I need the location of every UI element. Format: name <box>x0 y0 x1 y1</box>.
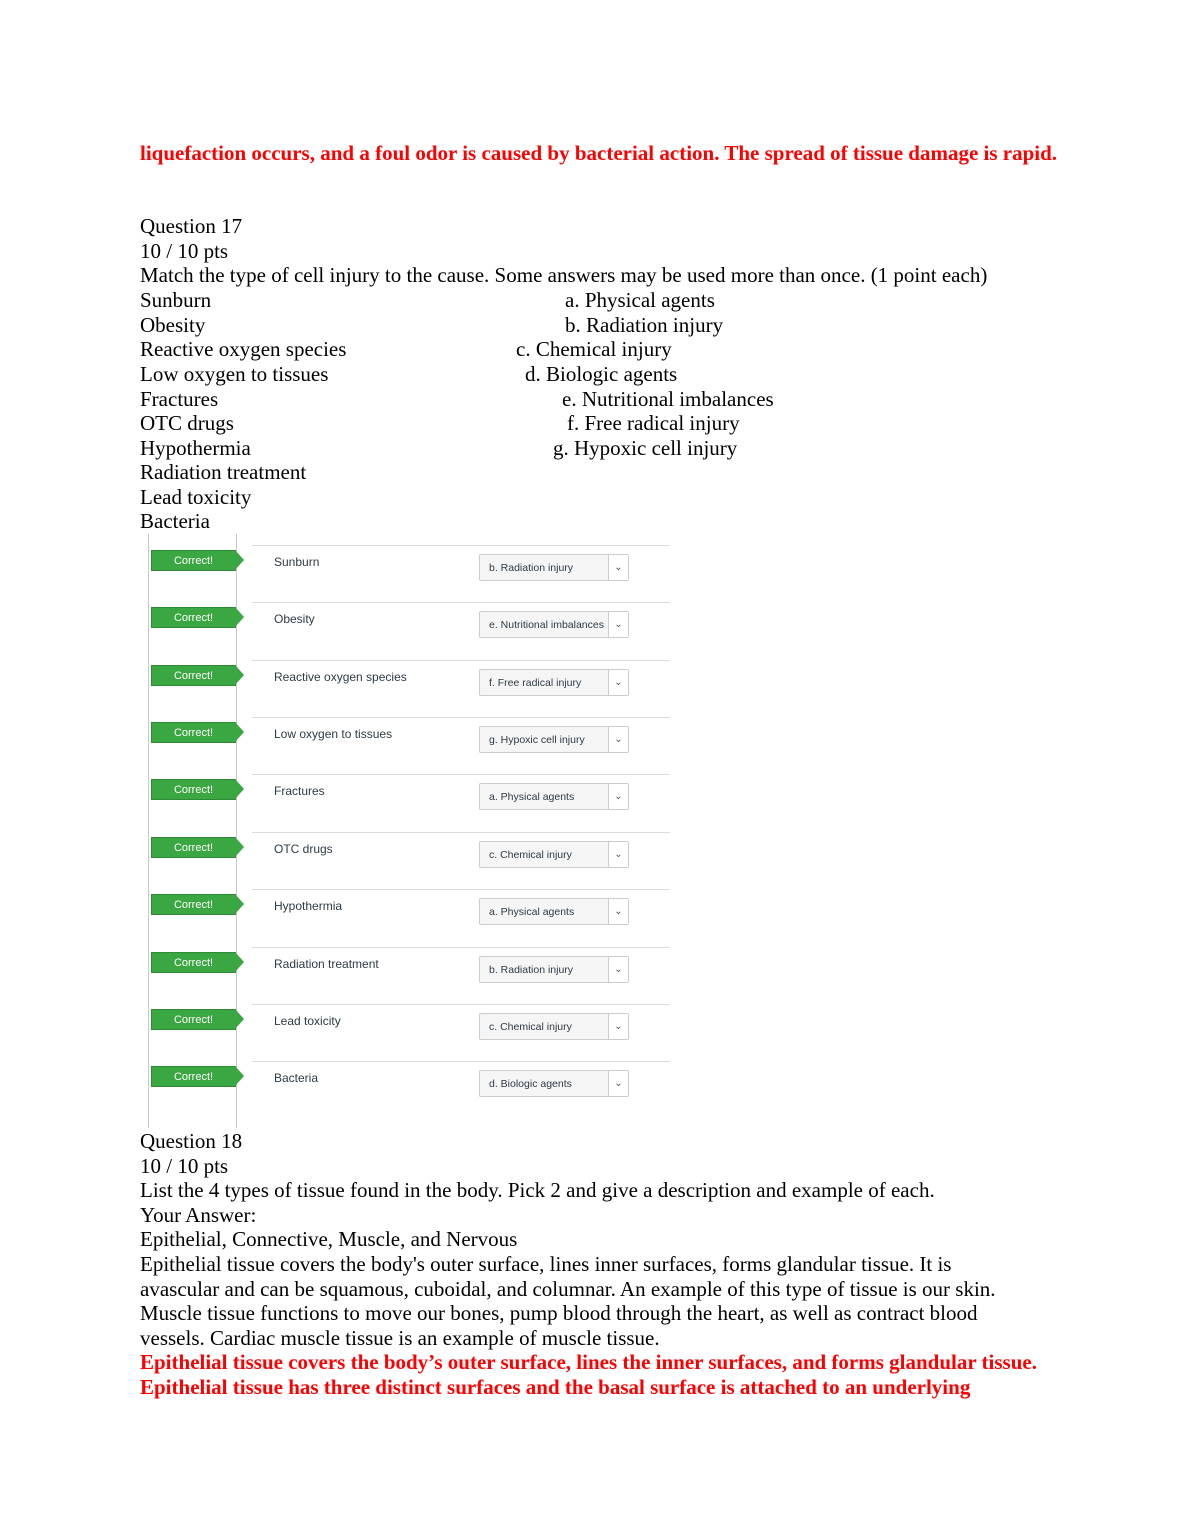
chevron-down-icon: ⌄ <box>608 1014 628 1039</box>
chevron-down-icon: ⌄ <box>608 555 628 580</box>
correct-badge: Correct! <box>151 665 236 686</box>
quiz-results-panel <box>148 534 673 1128</box>
answer-select[interactable] <box>479 1070 629 1097</box>
answer-label: Reactive oxygen species <box>274 670 407 684</box>
answer-select[interactable] <box>479 1013 629 1040</box>
answer-label: Lead toxicity <box>274 1014 341 1028</box>
answer-row <box>148 821 673 878</box>
correct-badge: Correct! <box>151 550 236 571</box>
answer-select-value: b. Radiation injury <box>489 964 574 976</box>
answer-row <box>148 534 673 591</box>
answer-select-value: e. Nutritional imbalances <box>489 619 604 631</box>
q17-item: Sunburn <box>140 288 212 312</box>
q17-item: Radiation treatment <box>140 460 307 484</box>
q18-red-text: Epithelial tissue covers the body’s outer surface, lines the inner surfaces, and forms glandular tissue. Epithelial tissue has three distinct surfaces and the basal surface is attached to an underlying <box>140 1350 1037 1399</box>
answer-label: Sunburn <box>274 555 320 569</box>
q17-item: Lead toxicity <box>140 485 252 509</box>
answer-select[interactable] <box>479 611 629 638</box>
answer-row <box>148 706 673 763</box>
chevron-down-icon: ⌄ <box>608 899 628 924</box>
answer-select[interactable] <box>479 783 629 810</box>
answer-row <box>148 993 673 1050</box>
q17-item: Hypothermia <box>140 436 251 460</box>
answer-select-value: g. Hypoxic cell injury <box>489 734 585 746</box>
answer-label: Low oxygen to tissues <box>274 727 393 741</box>
answer-select[interactable] <box>479 554 629 581</box>
q17-option: f. Free radical injury <box>567 411 740 435</box>
correct-badge: Correct! <box>151 894 236 915</box>
q17-option: g. Hypoxic cell injury <box>553 436 738 460</box>
q17-item: OTC drugs <box>140 411 234 435</box>
chevron-down-icon: ⌄ <box>608 784 628 809</box>
answer-label: Radiation treatment <box>274 957 379 971</box>
answer-select-value: c. Chemical injury <box>489 849 572 861</box>
q17-score: 10 / 10 pts <box>140 239 229 263</box>
q17-option: d. Biologic agents <box>525 362 678 386</box>
answer-select[interactable] <box>479 726 629 753</box>
q18-answer-para2: Muscle tissue functions to move our bones, pump blood through the heart, as well as contract blood vessels. Cardiac muscle tissue is an example of muscle tissue. <box>140 1301 978 1350</box>
q18-answer-line1: Epithelial, Connective, Muscle, and Nervous <box>140 1227 518 1251</box>
q17-item: Obesity <box>140 313 206 337</box>
q18-score: 10 / 10 pts <box>140 1154 229 1178</box>
answer-label: OTC drugs <box>274 842 333 856</box>
chevron-down-icon: ⌄ <box>608 1071 628 1096</box>
correct-badge: Correct! <box>151 779 236 800</box>
q17-item: Fractures <box>140 387 219 411</box>
q18-answer-para1: Epithelial tissue covers the body's outer surface, lines inner surfaces, forms glandular tissue. It is avascular and can be squamous, cuboidal, and columnar. An example of this type of tissue is our skin. <box>140 1252 996 1301</box>
answer-label: Hypothermia <box>274 899 343 913</box>
answer-select-value: f. Free radical injury <box>489 677 582 689</box>
answer-row <box>148 936 673 993</box>
chevron-down-icon: ⌄ <box>608 727 628 752</box>
q17-option: b. Radiation injury <box>565 313 724 337</box>
q17-prompt: Match the type of cell injury to the cause. Some answers may be used more than once. (1 point each) <box>140 263 988 287</box>
answer-label: Fractures <box>274 784 325 798</box>
answer-select-value: c. Chemical injury <box>489 1021 572 1033</box>
q17-item: Low oxygen to tissues <box>140 362 329 386</box>
answer-label: Bacteria <box>274 1071 319 1085</box>
correct-badge: Correct! <box>151 1009 236 1030</box>
correct-badge: Correct! <box>151 722 236 743</box>
answer-label: Obesity <box>274 612 315 626</box>
answer-select-value: b. Radiation injury <box>489 562 574 574</box>
answer-select-value: a. Physical agents <box>489 906 575 918</box>
q17-option: c. Chemical injury <box>516 337 672 361</box>
answer-select-value: d. Biologic agents <box>489 1078 572 1090</box>
correct-badge: Correct! <box>151 1066 236 1087</box>
correct-badge: Correct! <box>151 837 236 858</box>
q17-option: e. Nutritional imbalances <box>562 387 774 411</box>
answer-select-value: a. Physical agents <box>489 791 575 803</box>
q18-your-answer-label: Your Answer: <box>140 1203 257 1227</box>
correct-badge: Correct! <box>151 607 236 628</box>
answer-select[interactable] <box>479 898 629 925</box>
intro-red-text: liquefaction occurs, and a foul odor is caused by bacterial action. The spread of tissue damage is rapid. <box>140 141 1058 165</box>
q17-item: Reactive oxygen species <box>140 337 347 361</box>
chevron-down-icon: ⌄ <box>608 842 628 867</box>
answer-select[interactable] <box>479 669 629 696</box>
answer-row <box>148 1050 673 1107</box>
answer-row <box>148 591 673 648</box>
answer-row <box>148 878 673 935</box>
chevron-down-icon: ⌄ <box>608 957 628 982</box>
answer-row <box>148 649 673 706</box>
q18-title: Question 18 <box>140 1129 243 1153</box>
answer-row <box>148 763 673 820</box>
q18-prompt: List the 4 types of tissue found in the body. Pick 2 and give a description and example of each. <box>140 1178 935 1202</box>
q17-title: Question 17 <box>140 214 243 238</box>
q17-option: a. Physical agents <box>565 288 715 312</box>
answer-select[interactable] <box>479 841 629 868</box>
chevron-down-icon: ⌄ <box>608 670 628 695</box>
chevron-down-icon: ⌄ <box>608 612 628 637</box>
answer-select[interactable] <box>479 956 629 983</box>
correct-badge: Correct! <box>151 952 236 973</box>
q17-item: Bacteria <box>140 509 210 533</box>
